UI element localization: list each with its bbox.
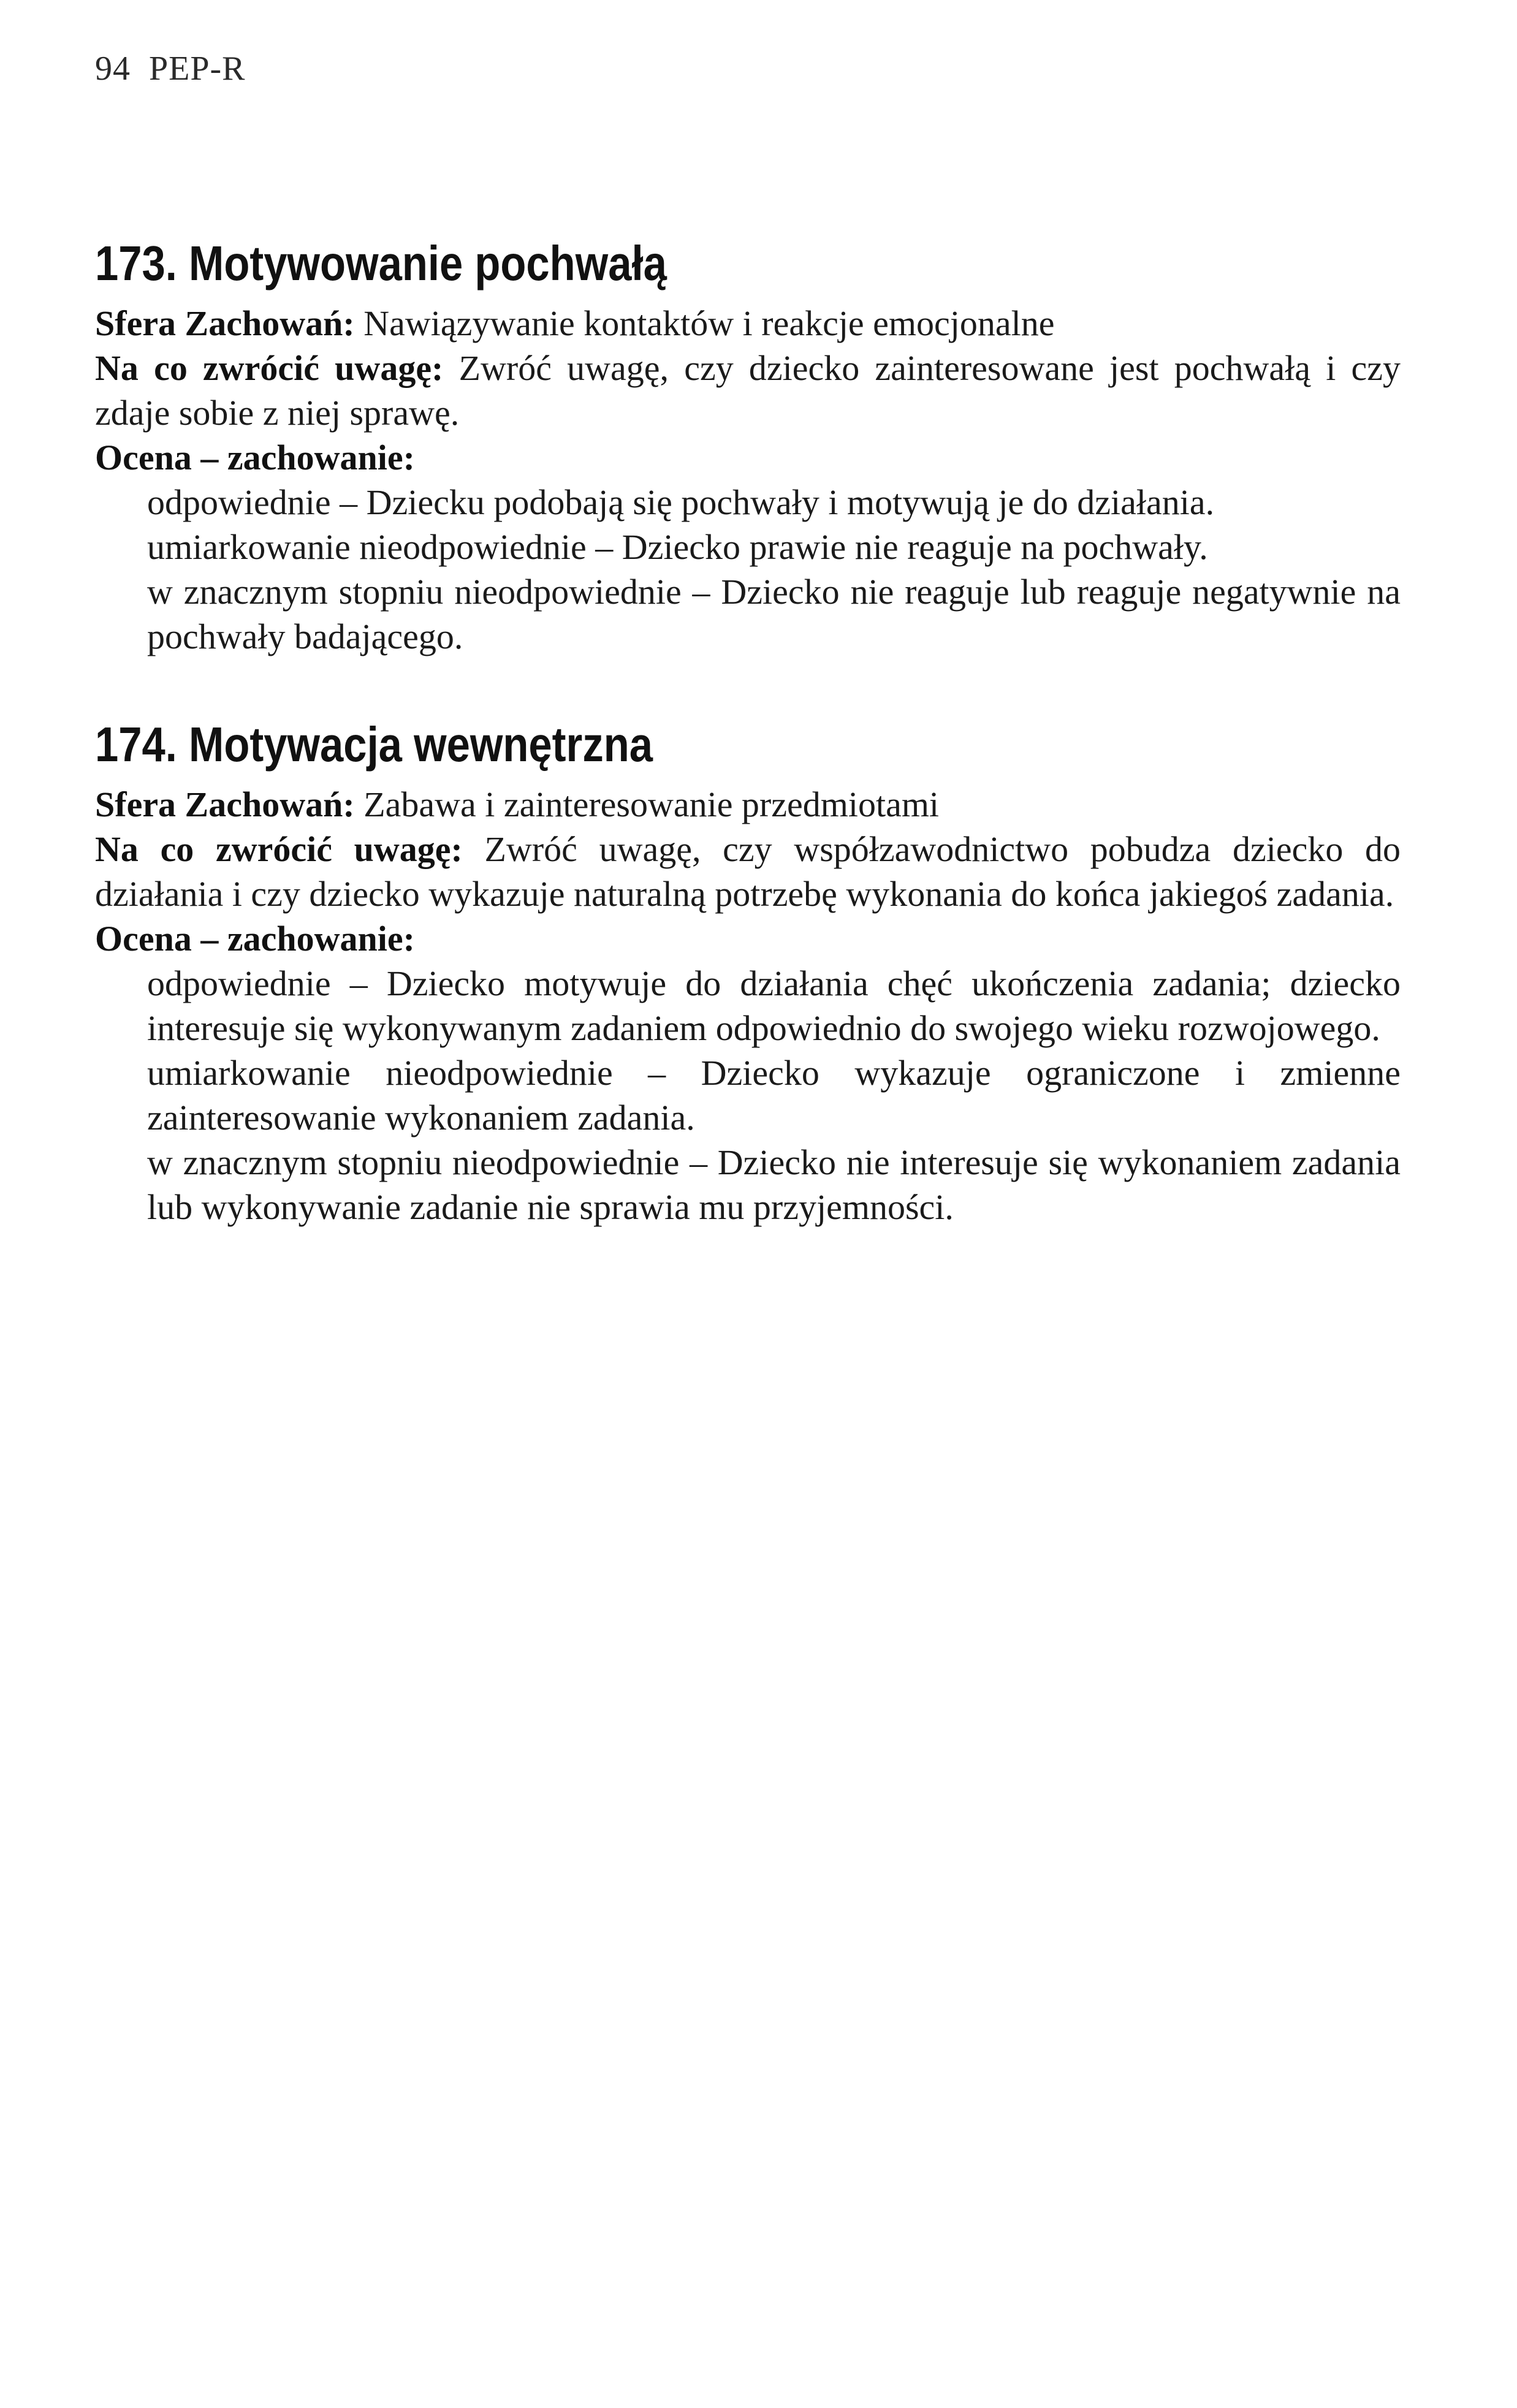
sfera-line: [95, 782, 1401, 827]
ocena-line: [95, 435, 1401, 480]
rating-item: umiarkowanie nieodpowiednie – Dziecko wykazuje ograniczone i zmienne zainteresowanie wykonaniem zadania.: [147, 1053, 1401, 1138]
sfera-label: Sfera Zachowań:: [95, 784, 355, 824]
na-co-label: Na co zwrócić uwagę:: [95, 829, 463, 869]
section-174: [95, 711, 1401, 1229]
na-co-line: [95, 346, 1401, 435]
ocena-label: Ocena – zachowanie:: [95, 438, 415, 477]
ocena-line: [95, 916, 1401, 961]
section-heading: 173. Motywowanie pochwałą: [95, 236, 667, 291]
na-co-line: [95, 827, 1401, 916]
rating-item: odpowiednie – Dziecku podobają się pochwały i motywują je do działania.: [147, 482, 1215, 522]
rating-item: odpowiednie – Dziecko motywuje do działania chęć ukończenia zadania; dziecko interesuje się wykonywanym zadaniem odpowiednio do swojego wieku rozwojowego.: [147, 963, 1401, 1048]
running-title: PEP-R: [149, 50, 246, 88]
section-173: [95, 230, 1401, 659]
sfera-value: Nawiązywanie kontaktów i reakcje emocjonalne: [363, 303, 1055, 343]
ocena-label: Ocena – zachowanie:: [95, 919, 415, 959]
ratings-list: [95, 961, 1401, 1229]
ratings-list: [95, 480, 1401, 659]
section-heading: 174. Motywacja wewnętrzna: [95, 717, 653, 772]
sfera-value: Zabawa i zainteresowanie przedmiotami: [363, 784, 940, 824]
sfera-label: Sfera Zachowań:: [95, 303, 355, 343]
na-co-value: Zwróć uwagę, czy współzawodnictwo pobudza dziecko do działania i czy dziecko wykazuje naturalną potrzebę wykonania do końca jakiegoś zadania.: [95, 829, 1401, 914]
na-co-label: Na co zwrócić uwagę:: [95, 348, 444, 388]
na-co-value: Zwróć uwagę, czy dziecko zainteresowane jest pochwałą i czy zdaje sobie z niej sprawę.: [95, 348, 1401, 433]
page-number: 94: [95, 50, 131, 88]
rating-item: umiarkowanie nieodpowiednie – Dziecko prawie nie reaguje na pochwały.: [147, 527, 1208, 567]
sfera-line: [95, 301, 1401, 346]
rating-item: w znacznym stopniu nieodpowiednie – Dziecko nie interesuje się wykonaniem zadania lub wykonywanie zadanie nie sprawia mu przyjemności.: [147, 1142, 1401, 1227]
running-header: [95, 44, 246, 93]
rating-item: w znacznym stopniu nieodpowiednie – Dziecko nie reaguje lub reaguje negatywnie na pochwały badającego.: [147, 572, 1401, 656]
